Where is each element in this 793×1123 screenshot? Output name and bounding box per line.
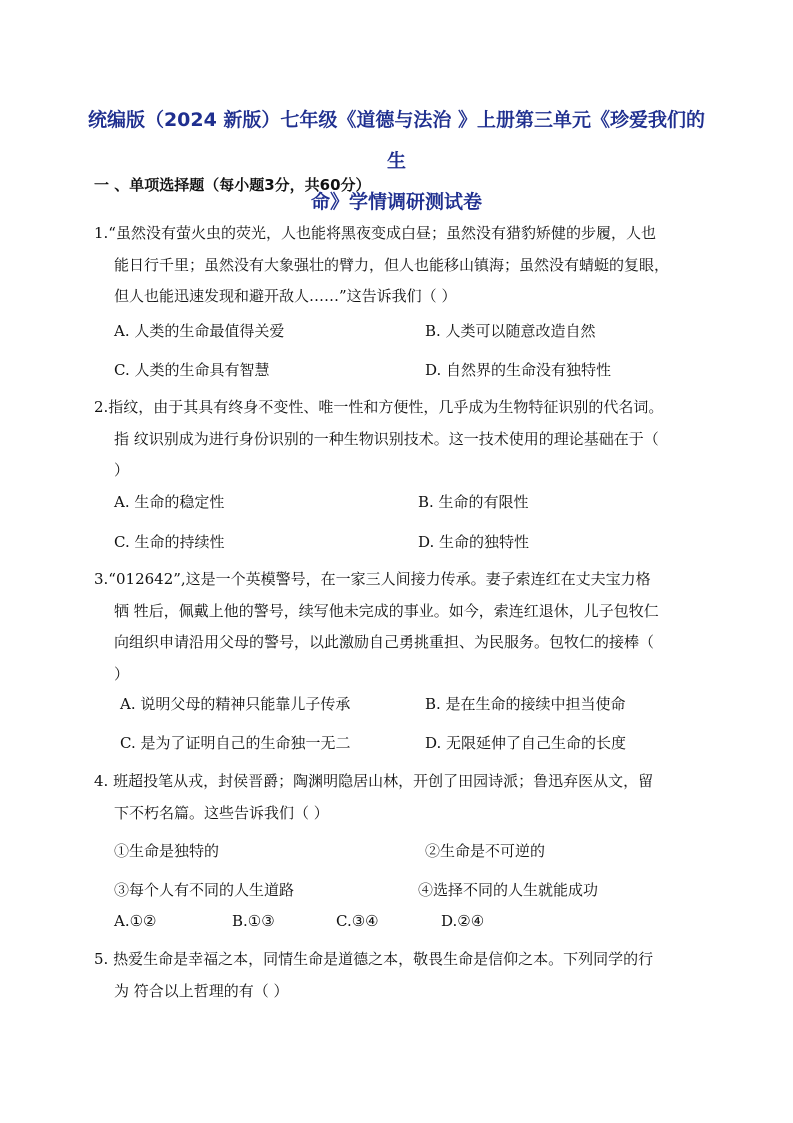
question-2-option-a: A. 生命的稳定性 [114, 493, 225, 511]
stem-line: ） [114, 461, 130, 479]
stem-line: 能日行千里；虽然没有大象强壮的臂力，但人也能移山镇海；虽然没有蜻蜓的复眼， [114, 255, 670, 274]
question-5-stem [94, 944, 704, 1007]
question-4-option-d: D.②④ [441, 912, 485, 930]
question-4-stem [94, 766, 704, 829]
question-1-option-d: D. 自然界的生命没有独特性 [425, 361, 612, 379]
stem-line: 向组织申请沿用父母的警号，以此激励自己勇挑重担、为民服务。包牧仁的接棒（ [114, 633, 655, 651]
question-2-option-c: C. 生命的持续性 [114, 533, 225, 551]
question-3-option-b: B. 是在生命的接续中担当使命 [425, 695, 626, 713]
question-4-statement-2: ②生命是不可逆的 [425, 842, 546, 860]
question-2-option-d: D. 生命的独特性 [418, 533, 530, 551]
section-heading: 一 、单项选择题（每小题3分，共60分） [94, 176, 371, 194]
question-1-option-a: A. 人类的生命最值得关爱 [114, 322, 285, 340]
question-3-option-c: C. 是为了证明自己的生命独一无二 [120, 734, 351, 752]
exam-title-line-2: 命》学情调研测试卷 [310, 191, 482, 213]
stem-line: 2.指纹，由于其具有终身不变性、唯一性和方便性，几乎成为生物特征识别的代名词。 [94, 398, 664, 416]
question-4-statement-4: ④选择不同的人生就能成功 [418, 881, 599, 899]
stem-line: 但人也能迅速发现和避开敌人……”这告诉我们（ ） [114, 287, 457, 305]
question-3-option-a: A. 说明父母的精神只能靠儿子传承 [120, 695, 351, 713]
stem-line: ） [114, 664, 130, 683]
question-1-option-b: B. 人类可以随意改造自然 [425, 322, 596, 340]
question-4-option-a: A.①② [114, 912, 157, 930]
exam-title-line-1: 统编版（2024 新版）七年级《道德与法治 》上册第三单元《珍爱我们的生 [87, 109, 706, 172]
question-2-stem [94, 392, 704, 487]
stem-line: 指 纹识别成为进行身份识别的一种生物识别技术。这一技术使用的理论基础在于（ [114, 429, 659, 448]
stem-line: 3.“012642”,这是一个英模警号，在一家三人间接力传承。妻子索连红在丈夫宝力格 [94, 570, 651, 588]
stem-line: 5. 热爱生命是幸福之本，同情生命是道德之本，敬畏生命是信仰之本。下列同学的行 [94, 950, 654, 968]
question-4-option-b: B.①③ [232, 912, 275, 930]
question-2-option-b: B. 生命的有限性 [418, 493, 529, 511]
question-3-option-d: D. 无限延伸了自己生命的长度 [425, 734, 627, 752]
question-4-option-c: C.③④ [336, 912, 379, 930]
stem-line: 4. 班超投笔从戎，封侯晋爵；陶渊明隐居山林，开创了田园诗派；鲁迅弃医从文，留 [94, 772, 654, 790]
question-1-stem [94, 218, 704, 313]
exam-title [80, 100, 713, 223]
question-4-statement-1: ①生命是独特的 [114, 842, 220, 860]
stem-line: 牺 牲后，佩戴上他的警号，续写他未完成的事业。如今，索连红退休，儿子包牧仁 [114, 601, 659, 620]
question-3-stem [94, 564, 704, 690]
question-1-option-c: C. 人类的生命具有智慧 [114, 361, 270, 379]
stem-line: 为 符合以上哲理的有（ ） [114, 981, 289, 1000]
stem-line: 1.“虽然没有萤火虫的荧光，人也能将黑夜变成白昼；虽然没有猎豹矫健的步履，人也 [94, 224, 656, 242]
stem-line: 下不朽名篇。这些告诉我们（ ） [114, 803, 329, 822]
question-4-statement-3: ③每个人有不同的人生道路 [114, 881, 295, 899]
